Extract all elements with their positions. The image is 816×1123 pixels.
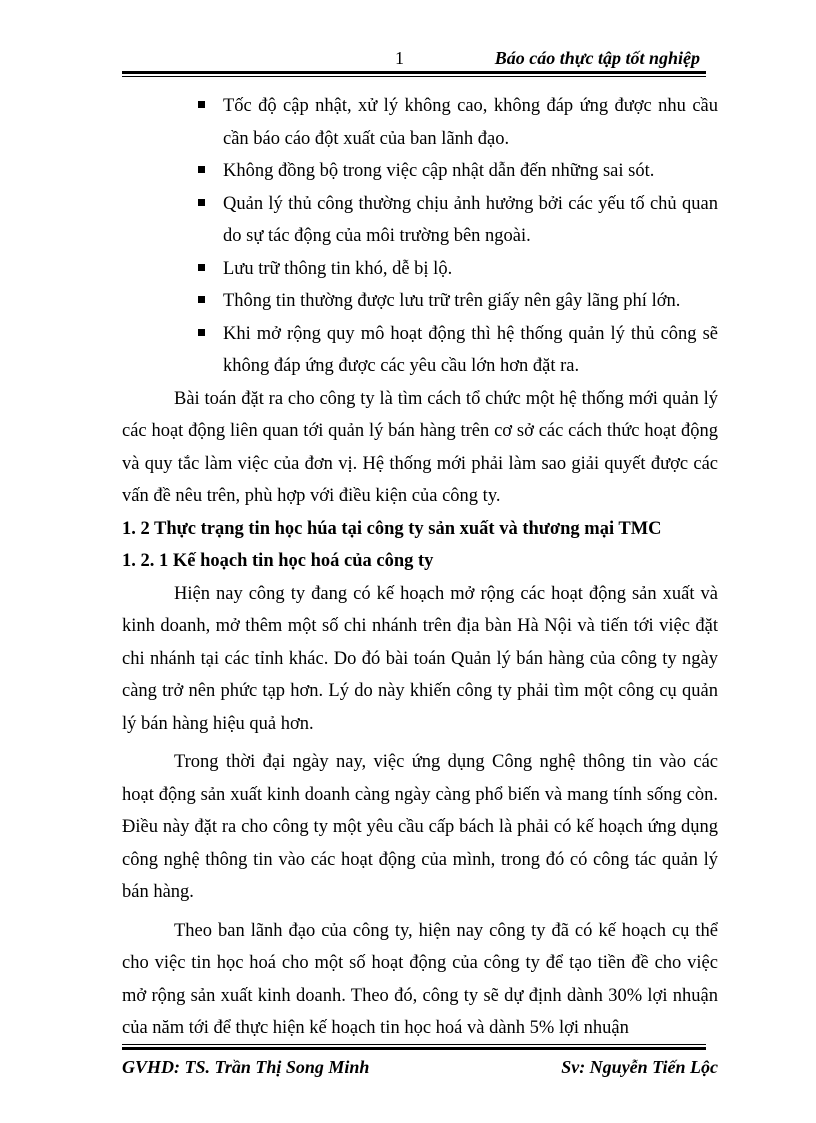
list-item: Lưu trữ thông tin khó, dễ bị lộ. [223, 253, 718, 286]
list-item: Không đồng bộ trong việc cập nhật dẫn đến những sai sót. [223, 155, 718, 188]
paragraph-leadership: Theo ban lãnh đạo của công ty, hiện nay công ty đã có kế hoạch cụ thể cho việc tin học hoá cho một số hoạt động của công ty để tạo tiền đề cho việc mở rộng sản xuất kinh doanh. Theo đó, công ty sẽ dự định dành 30% lợi nhuận của năm tới để thực hiện kế hoạch tin học hoá và dành 5% lợi nhuận [122, 920, 718, 1038]
paragraph-problem: Bài toán đặt ra cho công ty là tìm cách tổ chức một hệ thống mới quản lý các hoạt động liên quan tới quản lý bán hàng trên cơ sở các cách thức hoạt động và quy tắc làm việc của đơn vị. Hệ thống mới phải làm sao giải quyết được các vấn đề nêu trên, phù hợp với điều kiện của công ty. [122, 388, 718, 506]
footer-rule-thin [122, 1044, 706, 1045]
square-bullet-icon [198, 264, 205, 271]
square-bullet-icon [198, 296, 205, 303]
list-item: Tốc độ cập nhật, xử lý không cao, không đáp ứng được nhu cầu cần báo cáo đột xuất của ban lãnh đạo. [223, 90, 718, 155]
paragraph-plan: Hiện nay công ty đang có kế hoạch mở rộng các hoạt động sản xuất và kinh doanh, mở thêm một số chi nhánh trên địa bàn Hà Nội và tiến tới việc đặt chi nhánh tại các tỉnh khác. Do đó bài toán Quản lý bán hàng của công ty ngày càng trở nên phức tạp hơn. Lý do này khiến công ty phải tìm một công cụ quản lý bán hàng hiệu quả hơn. [122, 583, 718, 734]
square-bullet-icon [198, 329, 205, 336]
list-item: Khi mở rộng quy mô hoạt động thì hệ thống quản lý thủ công sẽ không đáp ứng được các yêu cầu lớn hơn đặt ra. [223, 318, 718, 383]
subsection-heading: 1. 2. 1 Kế hoạch tin học hoá của công ty [122, 551, 434, 571]
list-item: Quản lý thủ công thường chịu ảnh hưởng bởi các yếu tố chủ quan do sự tác động của môi trường bên ngoài. [223, 188, 718, 253]
header-rule-thick [122, 71, 706, 74]
list-item: Thông tin thường được lưu trữ trên giấy nên gây lãng phí lớn. [223, 285, 718, 318]
paragraph-era: Trong thời đại ngày nay, việc ứng dụng Công nghệ thông tin vào các hoạt động sản xuất kinh doanh càng ngày càng phổ biến và mang tính sống còn. Điều này đặt ra cho công ty một yêu cầu cấp bách là phải có kế hoạch ứng dụng công nghệ thông tin vào các hoạt động của mình, trong đó có công tác quản lý bán hàng. [122, 752, 718, 902]
student-name: Sv: Nguyễn Tiến Lộc [561, 1057, 718, 1077]
square-bullet-icon [198, 101, 205, 108]
footer-rule-thick [122, 1047, 706, 1050]
bullet-list [122, 90, 718, 383]
header-rule-thin [122, 76, 706, 77]
square-bullet-icon [198, 199, 205, 206]
report-title: Báo cáo thực tập tốt nghiệp [494, 48, 700, 68]
supervisor-name: GVHD: TS. Trần Thị Song Minh [122, 1057, 370, 1077]
square-bullet-icon [198, 166, 205, 173]
document-body [122, 90, 718, 1045]
page-number: 1 [395, 48, 404, 68]
page-header [122, 44, 706, 70]
section-heading: 1. 2 Thực trạng tin học húa tại công ty sản xuất và thương mại TMC [122, 518, 662, 539]
